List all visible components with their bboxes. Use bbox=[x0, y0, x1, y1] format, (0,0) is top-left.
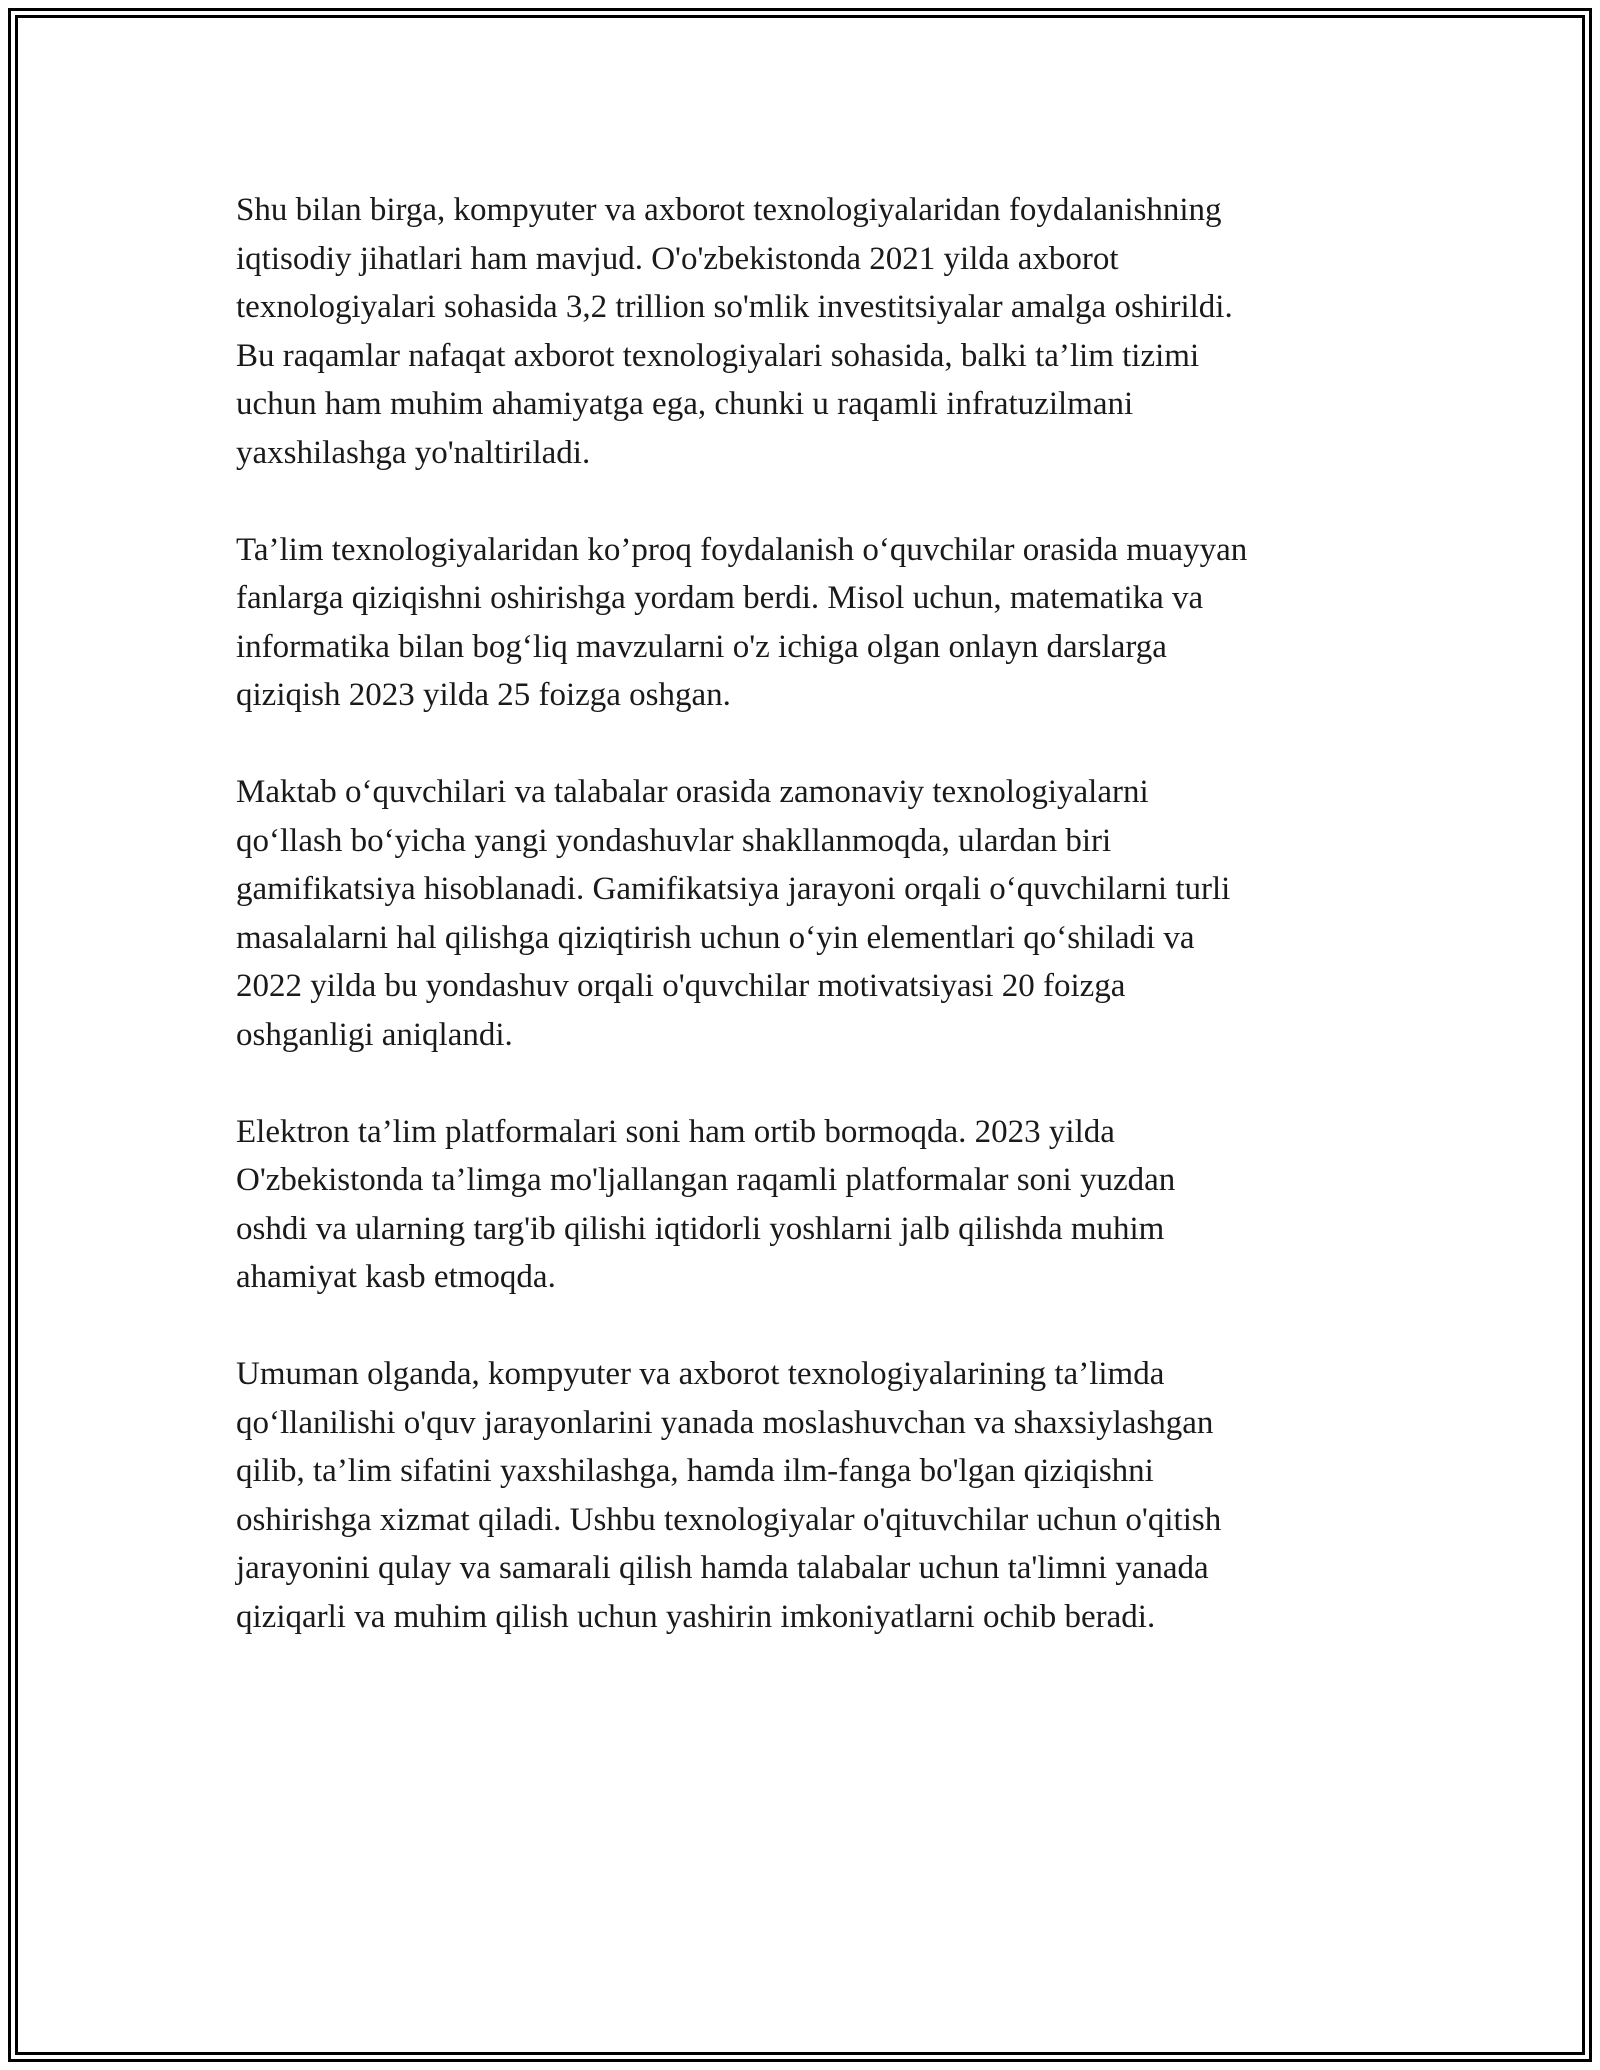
document-body bbox=[236, 186, 1386, 1690]
text-line: gamifikatsiya hisoblanadi. Gamifikatsiya jarayoni orqali o‘quvchilarni turli bbox=[236, 871, 1231, 907]
text-line: 2022 yilda bu yondashuv orqali o'quvchilar motivatsiyasi 20 foizga bbox=[236, 968, 1126, 1004]
paragraph-4 bbox=[236, 1108, 1386, 1302]
text-line: oshirishga xizmat qiladi. Ushbu texnologiyalar o'qituvchilar uchun o'qitish bbox=[236, 1501, 1222, 1538]
paragraph-3 bbox=[236, 768, 1386, 1059]
text-line: informatika bilan bog‘liq mavzularni o'z ichiga olgan onlayn darslarga bbox=[236, 628, 1167, 665]
text-line: masalalarni hal qilishga qiziqtirish uchun o‘yin elementlari qo‘shiladi va bbox=[236, 919, 1195, 956]
text-line: texnologiyalari sohasida 3,2 trillion so'mlik investitsiyalar amalga oshirildi. bbox=[236, 289, 1233, 325]
text-line: Elektron ta’lim platformalari soni ham ortib bormoqda. 2023 yilda bbox=[236, 1113, 1115, 1150]
text-line: oshganligi aniqlandi. bbox=[236, 1016, 513, 1053]
text-line: qilib, ta’lim sifatini yaxshilashga, hamda ilm-fanga bo'lgan qiziqishni bbox=[236, 1453, 1154, 1489]
text-line: iqtisodiy jihatlari ham mavjud. O'o'zbekistonda 2021 yilda axborot bbox=[236, 240, 1119, 277]
text-line: fanlarga qiziqishni oshirishga yordam berdi. Misol uchun, matematika va bbox=[236, 580, 1204, 616]
text-line: Umuman olganda, kompyuter va axborot texnologiyalarining ta’limda bbox=[236, 1356, 1165, 1392]
text-line: oshdi va ularning targ'ib qilishi iqtidorli yoshlarni jalb qilishda muhim bbox=[236, 1210, 1165, 1247]
text-line: qiziqish 2023 yilda 25 foizga oshgan. bbox=[236, 677, 731, 713]
text-line: O'zbekistonda ta’limga mo'ljallangan raqamli platformalar soni yuzdan bbox=[236, 1162, 1176, 1198]
text-line: qo‘llanilishi o'quv jarayonlarini yanada moslashuvchan va shaxsiylashgan bbox=[236, 1404, 1214, 1441]
text-line: Maktab o‘quvchilari va talabalar orasida zamonaviy texnologiyalarni bbox=[236, 774, 1149, 810]
text-line: jarayonini qulay va samarali qilish hamda talabalar uchun ta'limni yanada bbox=[236, 1550, 1209, 1586]
text-line: uchun ham muhim ahamiyatga ega, chunki u raqamli infratuzilmani bbox=[236, 386, 1134, 422]
text-line: qiziqarli va muhim qilish uchun yashirin imkoniyatlarni ochib beradi. bbox=[236, 1598, 1156, 1635]
text-line: ahamiyat kasb etmoqda. bbox=[236, 1259, 556, 1295]
paragraph-2 bbox=[236, 526, 1386, 720]
text-line: Bu raqamlar nafaqat axborot texnologiyalari sohasida, balki ta’lim tizimi bbox=[236, 337, 1200, 374]
text-line: Shu bilan birga, kompyuter va axborot texnologiyalaridan foydalanishning bbox=[236, 192, 1222, 228]
text-line: Ta’lim texnologiyalaridan ko’proq foydalanish o‘quvchilar orasida muayyan bbox=[236, 531, 1248, 568]
paragraph-5 bbox=[236, 1350, 1386, 1641]
paragraph-1 bbox=[236, 186, 1386, 477]
text-line: yaxshilashga yo'naltiriladi. bbox=[236, 434, 591, 471]
text-line: qo‘llash bo‘yicha yangi yondashuvlar shakllanmoqda, ulardan biri bbox=[236, 822, 1112, 859]
